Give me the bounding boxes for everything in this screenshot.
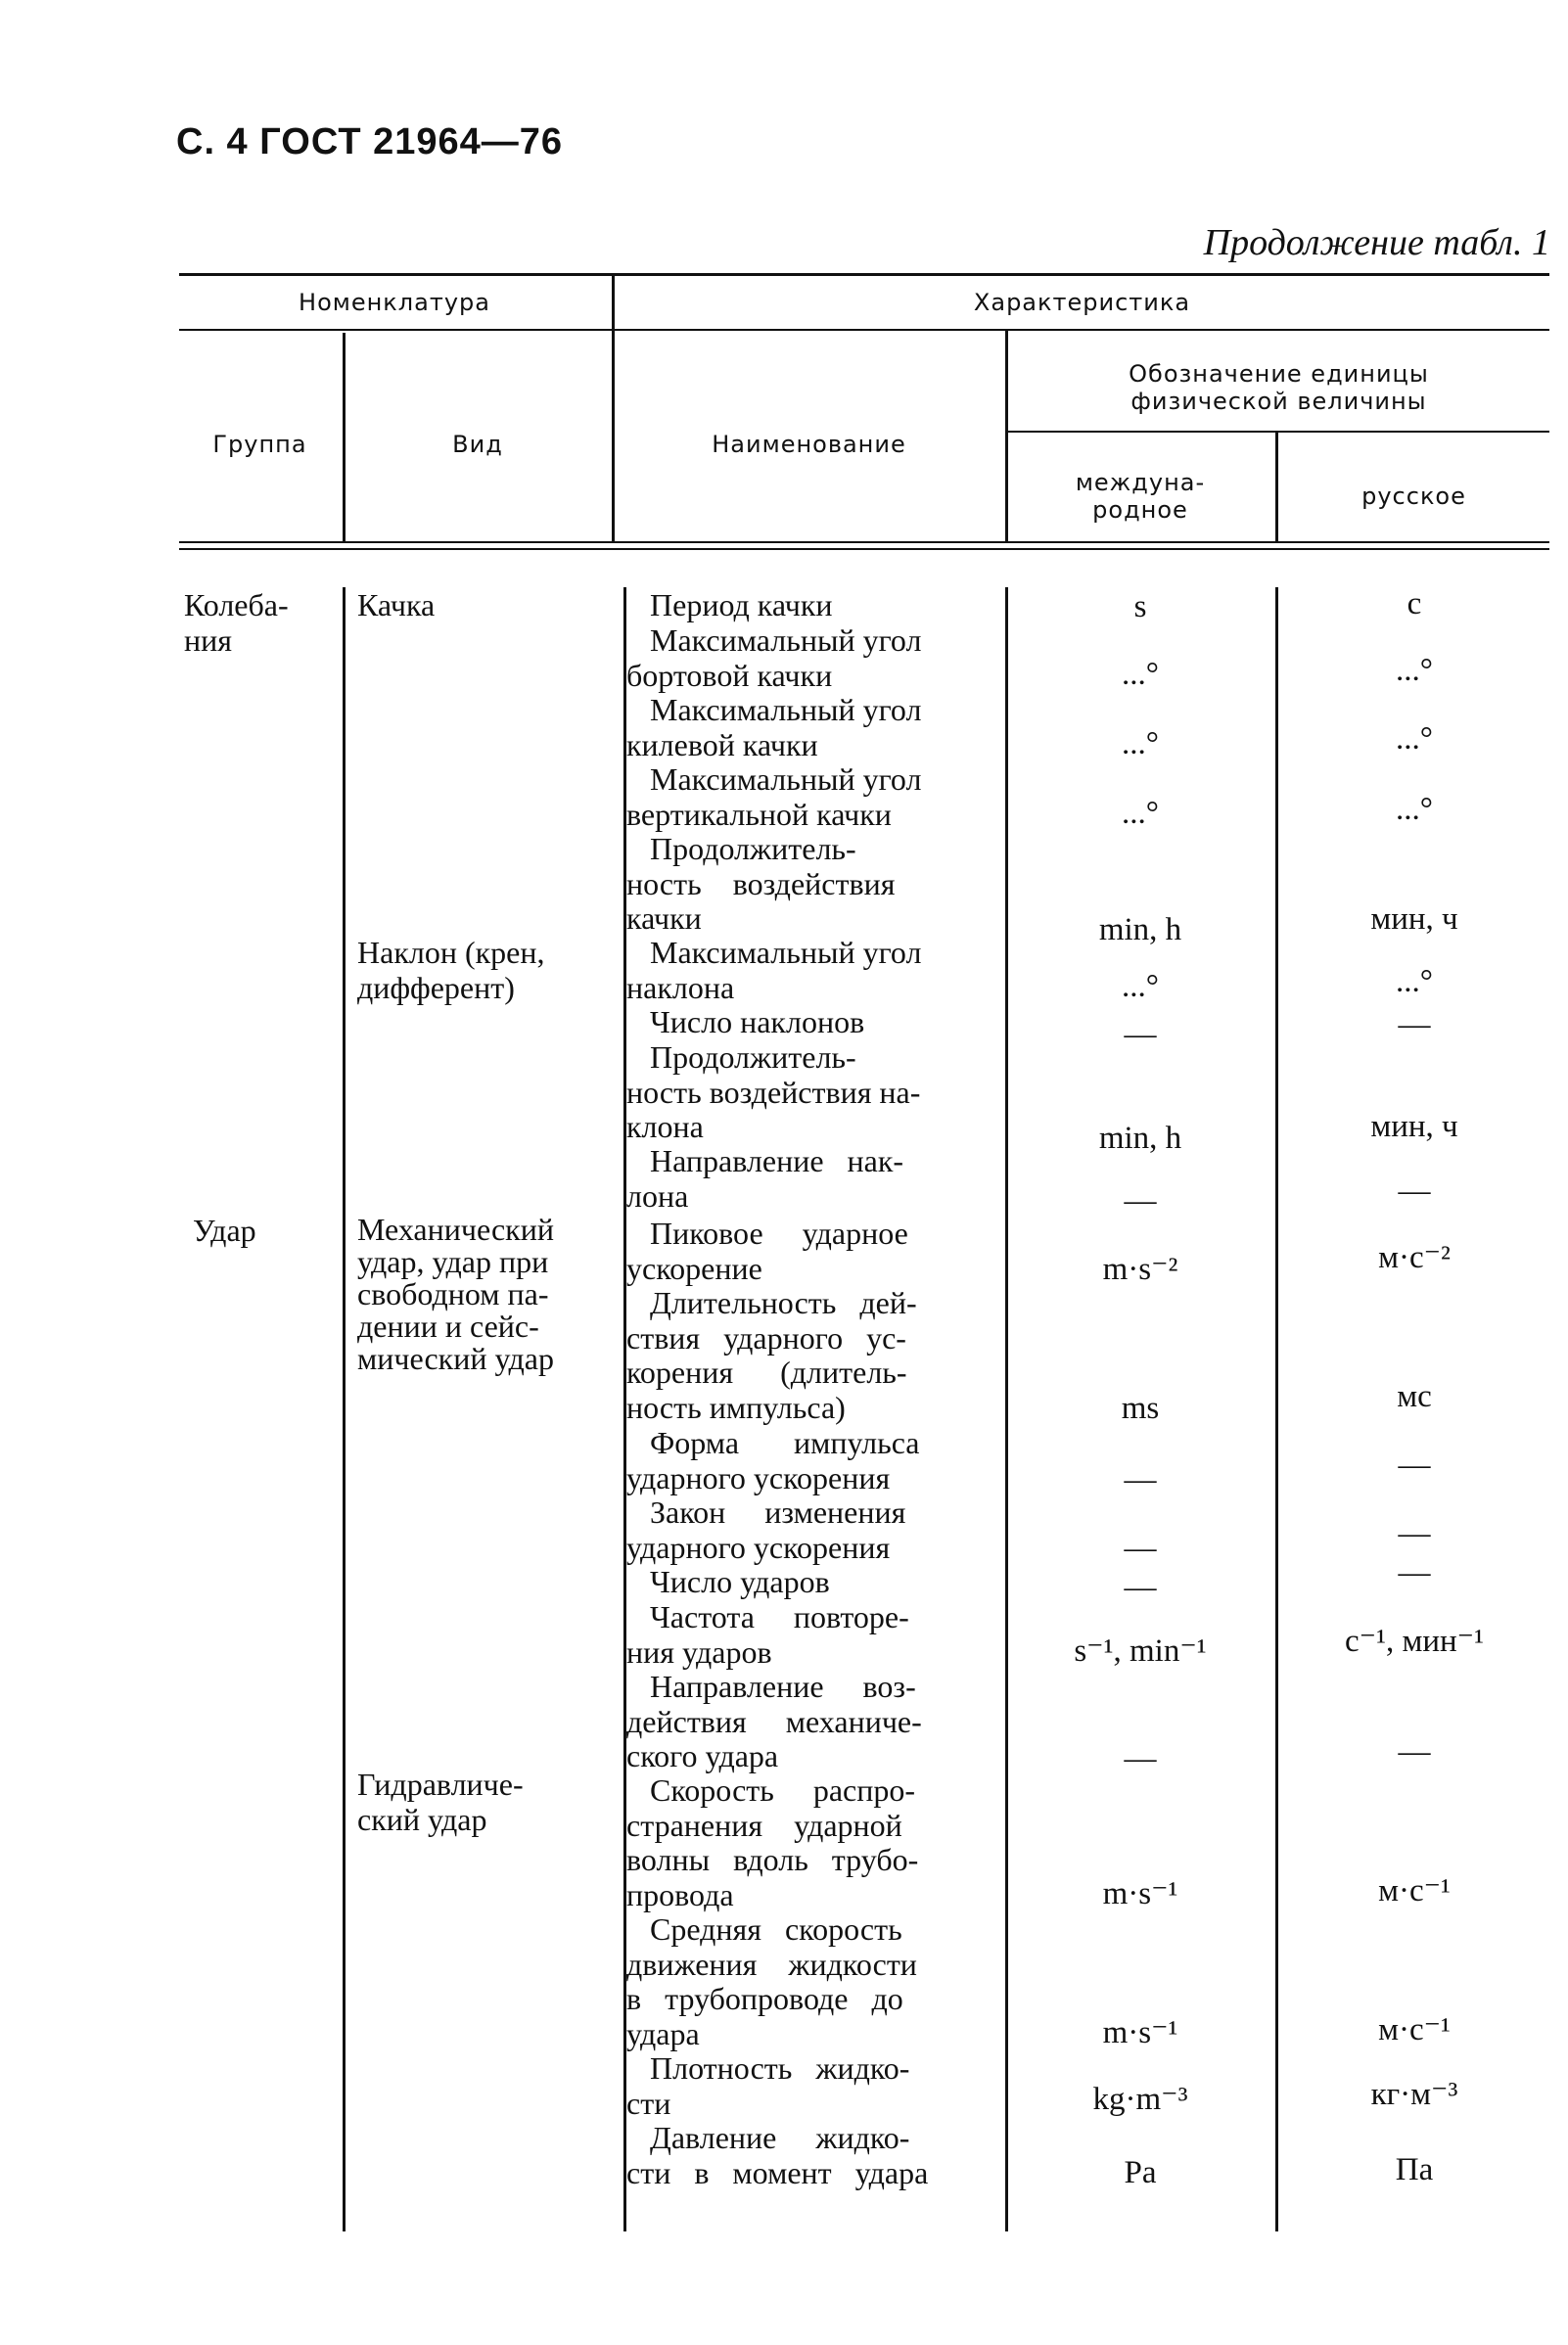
- header-international: междуна- родное: [1075, 469, 1206, 524]
- unit-russian: ...°: [1396, 964, 1433, 999]
- unit-russian: м·с⁻¹: [1378, 2012, 1451, 2047]
- header-bottom-rule: [179, 541, 1549, 543]
- unit-russian: с: [1407, 586, 1422, 621]
- unit-russian: с⁻¹, мин⁻¹: [1345, 1624, 1484, 1659]
- header-russian: русское: [1361, 483, 1466, 510]
- name-row: Продолжитель- ность воздействия качки: [626, 831, 896, 936]
- name-row: Максимальный угол наклона: [626, 935, 922, 1005]
- unit-international: Pa: [1124, 2155, 1157, 2190]
- unit-russian: —: [1398, 1173, 1431, 1209]
- header-characteristic: Характеристика: [973, 289, 1191, 316]
- unit-russian: мс: [1397, 1379, 1432, 1414]
- header-nomenclature: Номенклатура: [299, 289, 490, 316]
- name-row: Число наклонов: [626, 1004, 865, 1039]
- name-row: Период качки: [626, 587, 833, 622]
- unit-international: —: [1124, 1531, 1157, 1566]
- unit-international: —: [1124, 1183, 1157, 1218]
- unit-international: min, h: [1098, 1121, 1182, 1156]
- unit-russian: Па: [1395, 2152, 1434, 2187]
- unit-international: ...°: [1122, 657, 1159, 692]
- unit-international: —: [1124, 1570, 1157, 1605]
- column-divider-group-kind-body: [343, 587, 346, 2231]
- unit-international: s: [1133, 589, 1147, 624]
- name-row: Давление жидко- сти в момент удара: [626, 2120, 929, 2190]
- unit-russian: м·с⁻¹: [1378, 1873, 1451, 1908]
- unit-international: —: [1124, 1017, 1157, 1052]
- unit-russian: —: [1398, 1734, 1431, 1770]
- name-row: Закон изменения ударного ускорения: [626, 1494, 906, 1565]
- unit-russian: кг·м⁻³: [1370, 2077, 1458, 2112]
- unit-russian: м·с⁻²: [1378, 1240, 1451, 1275]
- unit-international: ...°: [1122, 796, 1159, 831]
- group-cell-oscillation: Колеба- ния: [184, 587, 289, 658]
- header-group: Группа: [212, 431, 307, 458]
- unit-international: s⁻¹, min⁻¹: [1074, 1633, 1207, 1669]
- unit-international: m·s⁻¹: [1102, 1876, 1178, 1911]
- name-row: Частота повторе- ния ударов: [626, 1599, 909, 1670]
- unit-russian: мин, ч: [1370, 901, 1458, 937]
- unit-russian: —: [1398, 1555, 1431, 1590]
- name-row: Направление воз- действия механиче- ского удара: [626, 1669, 922, 1773]
- unit-russian: —: [1398, 1007, 1431, 1042]
- unit-russian: мин, ч: [1370, 1109, 1458, 1144]
- header-divider-1: [179, 329, 1549, 331]
- name-row: Плотность жидко- сти: [626, 2050, 910, 2121]
- unit-russian: ...°: [1396, 653, 1433, 688]
- unit-russian: —: [1398, 1448, 1431, 1483]
- name-row: Максимальный угол килевой качки: [626, 692, 922, 762]
- group-cell-impact: Удар: [193, 1213, 256, 1248]
- header-bottom-rule-2: [179, 548, 1549, 550]
- kind-cell-rolling: Качка: [357, 587, 436, 622]
- unit-international: min, h: [1098, 912, 1182, 947]
- name-row: Пиковое ударное ускорение: [626, 1216, 908, 1286]
- table-continuation-label: Продолжение табл. 1: [1203, 222, 1550, 263]
- page-header: С. 4 ГОСТ 21964—76: [176, 121, 564, 162]
- header-name: Наименование: [712, 431, 906, 458]
- unit-russian: ...°: [1396, 792, 1433, 827]
- unit-international: ...°: [1122, 969, 1159, 1004]
- column-divider-intl-ru-body: [1275, 587, 1278, 2231]
- unit-russian: —: [1398, 1516, 1431, 1551]
- unit-international: ms: [1121, 1391, 1160, 1426]
- header-kind: Вид: [452, 431, 503, 458]
- name-row: Длительность дей- ствия ударного ус- корения (длитель- ность импульса): [626, 1285, 917, 1425]
- name-row: Максимальный угол вертикальной качки: [626, 761, 922, 832]
- table-top-rule: [179, 273, 1549, 276]
- name-row: Форма импульса ударного ускорения: [626, 1425, 920, 1495]
- unit-international: ...°: [1122, 726, 1159, 761]
- unit-international: kg·m⁻³: [1092, 2082, 1188, 2117]
- name-row: Продолжитель- ность воздействия на- клона: [626, 1039, 921, 1144]
- unit-international: m·s⁻²: [1102, 1252, 1178, 1287]
- name-row: Средняя скорость движения жидкости в трубопроводе до удара: [626, 1911, 917, 2051]
- kind-cell-hydraulic-impact: Гидравличе- ский удар: [357, 1767, 524, 1837]
- name-row: Направление нак- лона: [626, 1143, 904, 1214]
- unit-russian: ...°: [1396, 721, 1433, 757]
- unit-international: —: [1124, 1741, 1157, 1776]
- unit-international: —: [1124, 1462, 1157, 1497]
- kind-cell-mechanical-impact: Механический удар, удар при свободном па- дении и сейс- мический удар: [357, 1212, 554, 1376]
- header-unit-designation: Обозначение единицы физической величины: [1129, 360, 1429, 415]
- name-row: Скорость распро- странения ударной волны вдоль трубо- провода: [626, 1772, 919, 1912]
- name-row: Число ударов: [626, 1564, 830, 1599]
- kind-cell-inclination: Наклон (крен, дифферент): [357, 935, 545, 1005]
- unit-international: m·s⁻¹: [1102, 2015, 1178, 2050]
- name-row: Максимальный угол бортовой качки: [626, 622, 922, 693]
